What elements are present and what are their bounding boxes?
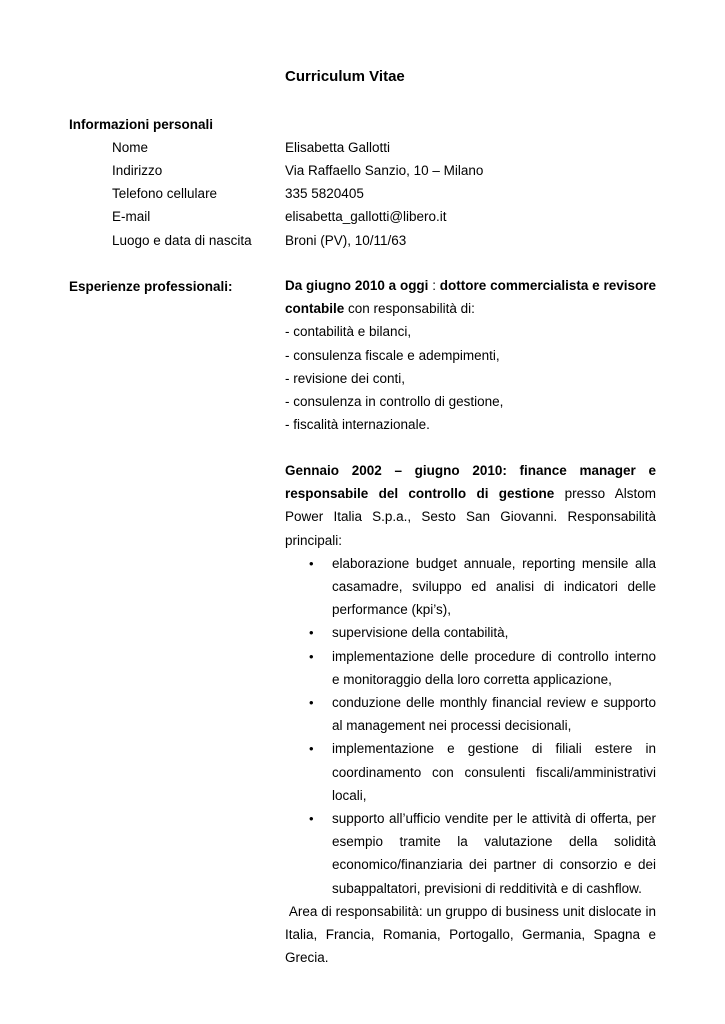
duty-item: - fiscalità internazionale. [285,417,430,433]
list-item [285,807,656,900]
bullet-icon: • [309,811,314,827]
list-item [285,645,656,691]
value-name: Elisabetta Gallotti [285,140,391,155]
list-item-text: supervisione della contabilità, [332,625,509,641]
list-item-text: conduzione delle monthly financial review e supporto al management nei processi decisionali, [332,695,656,734]
value-address: Via Raffaello Sanzio, 10 – Milano [285,163,484,178]
job-current-separator: : [428,278,440,293]
job-previous-heading [285,459,656,552]
label-address: Indirizzo [112,163,163,178]
job-previous-title: Gennaio 2002 – giugno 2010: finance manager e responsabile del controllo di gestione [285,463,656,502]
list-item [285,737,656,807]
value-birth: Broni (PV), 10/11/63 [285,233,407,248]
job-current-heading [285,274,656,320]
job-previous-employer: presso Alstom Power Italia S.p.a., Sesto San Giovanni. Responsabilità principali: [285,486,656,548]
section-heading-personal: Informazioni personali [69,117,214,132]
duty-item: - revisione dei conti, [285,370,406,386]
section-heading-experience: Esperienze professionali: [69,279,233,294]
job-previous [285,459,660,969]
value-phone: 335 5820405 [285,186,364,201]
label-name: Nome [112,140,149,155]
list-item [285,621,656,644]
area-of-responsibility: Area di responsabilità: un gruppo di business unit dislocate in Italia, Francia, Romania, Portogallo, Germania, Spagna e Grecia. [285,903,660,966]
bullet-icon: • [309,695,314,711]
list-item-text: implementazione delle procedure di controllo interno e monitoraggio della loro corretta applicazione, [332,648,656,687]
list-item-text: elaborazione budget annuale, reporting mensile alla casamadre, sviluppo ed analisi di indicatori delle performance (kpi’s), [332,555,656,618]
list-item [285,691,656,737]
bullet-icon: • [309,555,314,571]
responsibility-list [285,552,656,900]
bullet-icon: • [309,625,314,641]
list-item-text: implementazione e gestione di filiali estere in coordinamento con consulenti fiscali/amministrativi locali, [332,741,656,803]
duty-item: - consulenza fiscale e adempimenti, [285,347,500,363]
duty-item: - consulenza in controllo di gestione, [285,394,504,410]
value-email: elisabetta_gallotti@libero.it [285,209,447,224]
job-current-period: Da giugno 2010 a oggi [285,278,429,293]
label-email: E-mail [112,209,151,224]
label-birth: Luogo e data di nascita [112,233,252,248]
job-current-role: dottore commercialista e revisore contabile [285,278,656,317]
list-item [285,552,656,622]
job-current [285,274,656,436]
list-item-text: supporto all’ufficio vendite per le attività di offerta, per esempio tramite la valutazione della solidità economico/finanziaria dei partner di consorzio e dei subappaltatori, previsioni di redditività e di cashflow. [332,811,656,896]
duty-item: - contabilità e bilanci, [285,324,412,340]
document-title: Curriculum Vitae [285,68,405,85]
label-phone: Telefono cellulare [112,186,218,201]
job-current-tail: con responsabilità di: [344,301,475,317]
bullet-icon: • [309,741,314,757]
bullet-icon: • [309,648,314,664]
